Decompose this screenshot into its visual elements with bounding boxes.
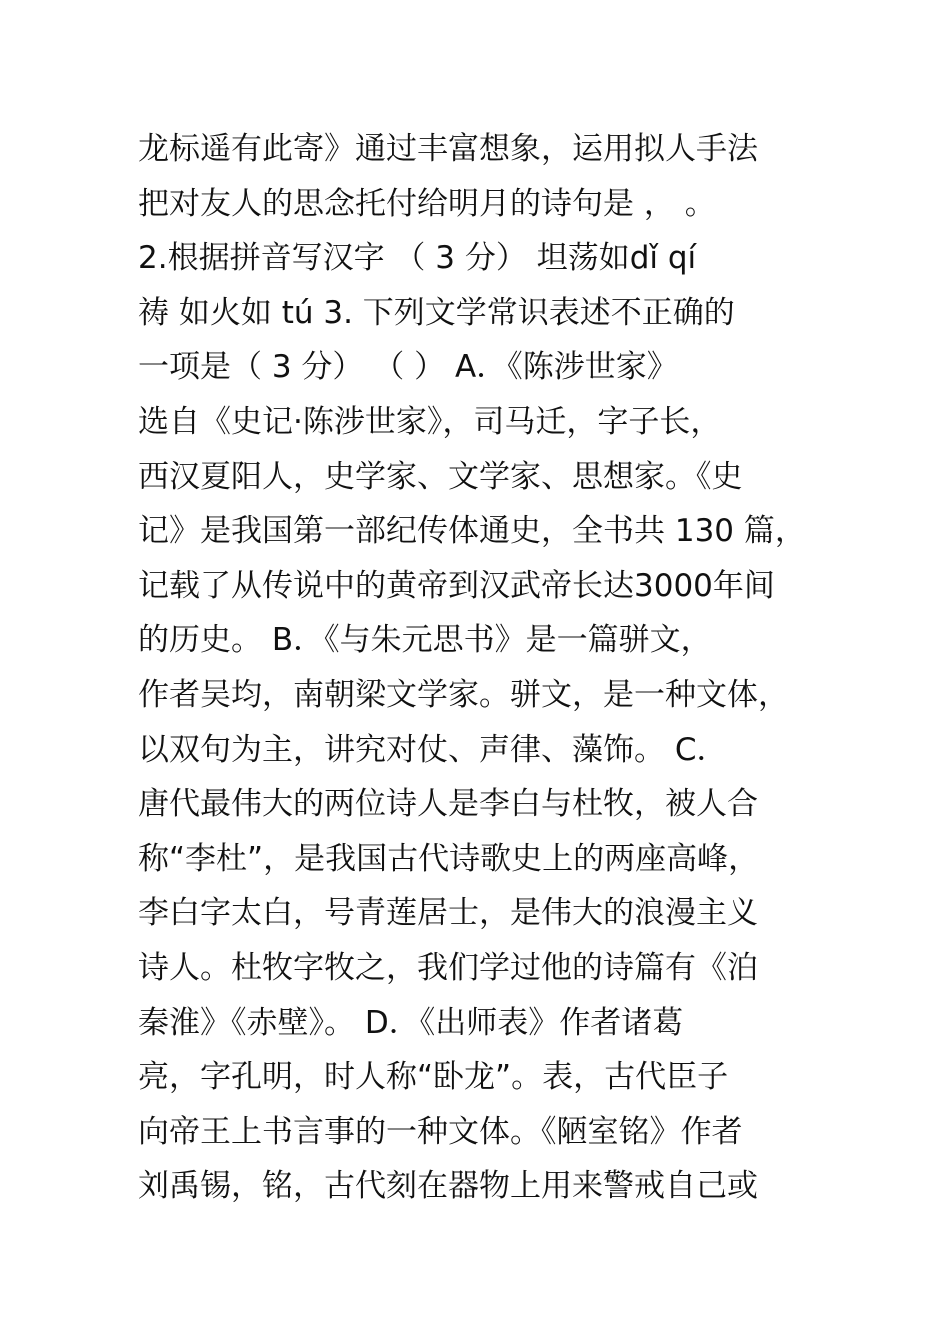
text-line: 诗人。杜牧字牧之，我们学过他的诗篇有《泊	[138, 949, 758, 986]
text-line: 把对友人的思念托付给明月的诗句是 ， 。	[138, 185, 716, 222]
text-line: 2.根据拼音写汉字 （ 3 分） 坦荡如dǐ qí	[138, 240, 697, 277]
text-line: 亮，字孔明，时人称“卧龙”。表，古代臣子	[138, 1059, 729, 1096]
text-line: 李白字太白，号青莲居士，是伟大的浪漫主义	[138, 895, 758, 932]
text-line: 一项是（ 3 分） （ ） A．《陈涉世家》	[138, 349, 678, 386]
text-line: 记》是我国第一部纪传体通史，全书共 130 篇，	[138, 513, 806, 550]
text-line: 的历史。 B．《与朱元思书》是一篇骈文，	[138, 622, 712, 659]
text-line: 唐代最伟大的两位诗人是李白与杜牧，被人合	[138, 786, 758, 823]
text-line: 选自《史记·陈涉世家》，司马迁，字子长，	[138, 403, 722, 440]
body-text	[138, 122, 838, 1214]
text-line: 祷 如火如 tú 3. 下列文学常识表述不正确的	[138, 294, 735, 331]
text-line: 向帝王上书言事的一种文体。《陋室铭》作者	[138, 1113, 743, 1150]
text-line: 作者吴均，南朝梁文学家。骈文，是一种文体，	[138, 676, 789, 713]
text-line: 刘禹锡，铭，古代刻在器物上用来警戒自己或	[138, 1168, 758, 1205]
text-line: 以双句为主，讲究对仗、声律、藻饰。 C．	[138, 731, 728, 768]
text-line: 称“李杜”，是我国古代诗歌史上的两座高峰，	[138, 840, 760, 877]
text-line: 记载了从传说中的黄帝到汉武帝长达3000年间	[138, 567, 775, 604]
text-line: 秦淮》《赤壁》。 D．《出师表》作者诸葛	[138, 1004, 684, 1041]
text-line: 西汉夏阳人，史学家、文学家、思想家。《史	[138, 458, 743, 495]
text-line: 龙标遥有此寄》通过丰富想象，运用拟人手法	[138, 131, 758, 167]
